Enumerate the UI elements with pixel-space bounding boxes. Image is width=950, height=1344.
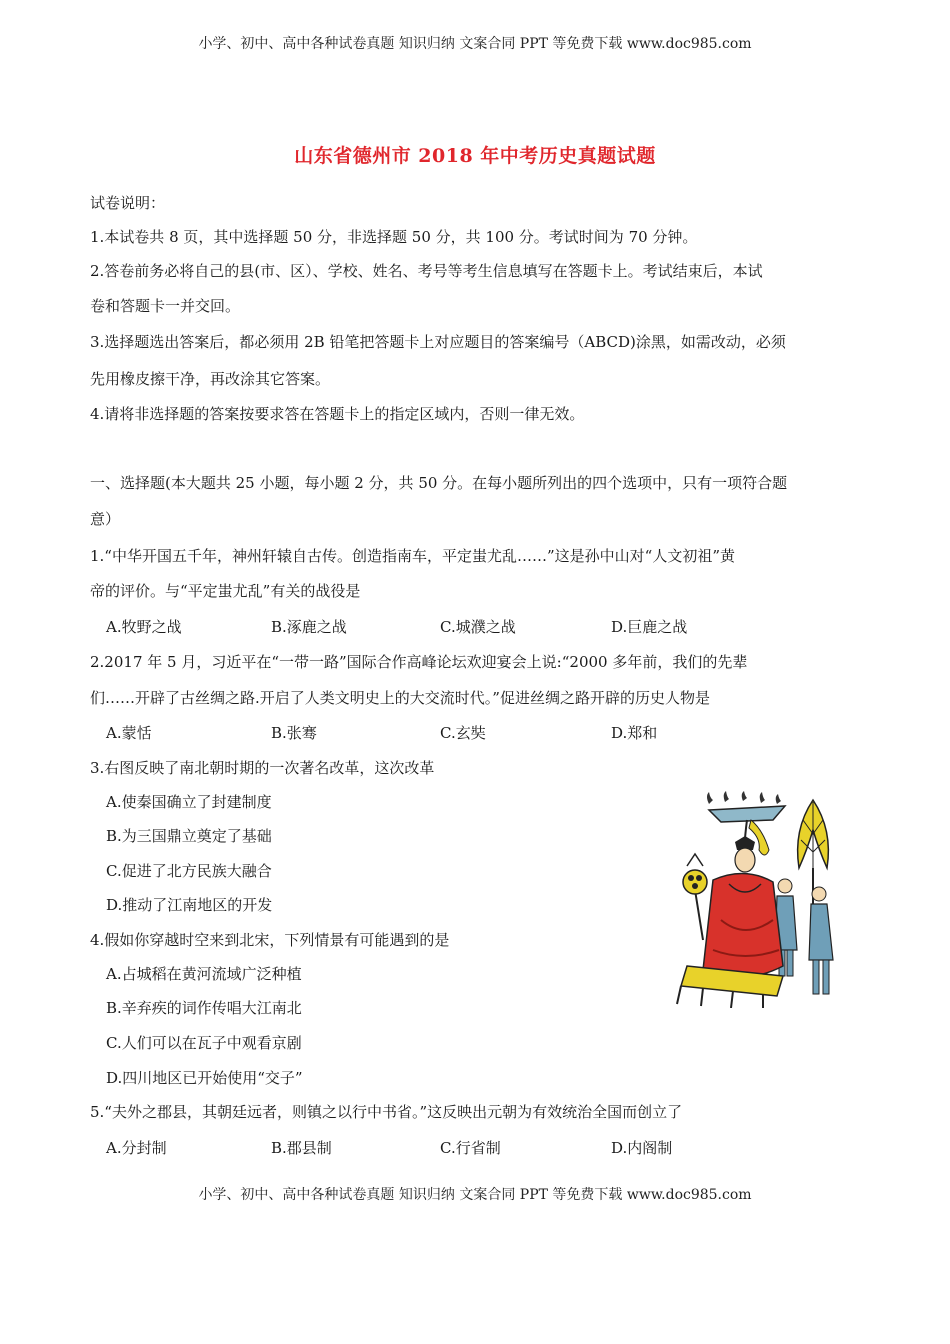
q4-option-c: C.人们可以在瓦子中观看京剧 [106,1034,302,1052]
q4-stem: 4.假如你穿越时空来到北宋，下列情景有可能遇到的是 [90,931,450,949]
exam-title: 山东省德州市 2018 年中考历史真题试题 [294,145,656,167]
q5-option-b: B.郡县制 [271,1139,332,1157]
q1-option-d: D.巨鹿之战 [611,618,688,636]
q2-option-b: B.张骞 [271,724,317,742]
attendant-figures [775,879,833,994]
q2-option-d: D.郑和 [611,724,658,742]
q1-option-a: A.牧野之战 [106,618,182,636]
q2-option-c: C.玄奘 [440,724,486,742]
q1-stem-a: 1.“中华开国五千年，神州轩辕自古传。创造指南车，平定蚩尤乱……”这是孙中山对“人文初祖”黄 [90,547,735,565]
instruction-1: 1.本试卷共 8 页，其中选择题 50 分，非选择题 50 分，共 100 分。考试时间为 70 分钟。 [90,228,698,246]
q5-option-a: A.分封制 [106,1139,167,1157]
q5-option-d: D.内阁制 [611,1139,673,1157]
q2-stem-a: 2.2017 年 5 月，习近平在“一带一路”国际合作高峰论坛欢迎宴会上说:“2000 多年前，我们的先辈 [90,653,748,671]
section-heading-a: 一、选择题(本大题共 25 小题，每小题 2 分，共 50 分。在每小题所列出的四个选项中，只有一项符合题 [90,474,788,492]
q1-option-b: B.涿鹿之战 [271,618,347,636]
instruction-3b: 先用橡皮擦干净，再改涂其它答案。 [90,370,331,388]
q3-option-a: A.使秦国确立了封建制度 [106,793,272,811]
q5-stem: 5.“夫外之郡县，其朝廷远者，则镇之以行中书省。”这反映出元朝为有效统治全国而创立了 [90,1103,683,1121]
q3-stem: 3.右图反映了南北朝时期的一次著名改革，这次改革 [90,759,435,777]
q1-stem-b: 帝的评价。与“平定蚩尤乱”有关的战役是 [90,582,361,600]
q5-option-c: C.行省制 [440,1139,501,1157]
instruction-4: 4.请将非选择题的答案按要求答在答题卡上的指定区域内，否则一律无效。 [90,405,585,423]
emperor-figure [677,836,783,1008]
flame-decorations [707,791,781,804]
q2-option-a: A.蒙恬 [106,724,152,742]
page-footer: 小学、初中、高中各种试卷真题 知识归纳 文案合同 PPT 等免费下载 www.doc985.com [198,1187,752,1203]
section-heading-b: 意） [90,510,121,528]
q2-stem-b: 们……开辟了古丝绸之路.开启了人类文明史上的大交流时代。”促进丝绸之路开辟的历史人物是 [90,689,710,707]
instruction-2a: 2.答卷前务必将自己的县(市、区）、学校、姓名、考号等考生信息填写在答题卡上。考试结束后，本试 [90,262,763,280]
instruction-2b: 卷和答题卡一并交回。 [90,297,241,315]
instruction-3a: 3.选择题选出答案后，都必须用 2B 铅笔把答题卡上对应题目的答案编号（ABCD)涂黑，如需改动，必须 [90,333,786,351]
q3-option-b: B.为三国鼎立奠定了基础 [106,827,272,845]
round-fan [683,854,707,940]
q4-option-d: D.四川地区已开始使用“交子” [106,1069,303,1087]
q4-option-a: A.占城稻在黄河流域广泛种植 [106,965,302,983]
q3-option-c: C.促进了北方民族大融合 [106,862,272,880]
instructions-heading: 试卷说明： [90,194,166,212]
q4-option-b: B.辛弃疾的词作传唱大江南北 [106,999,302,1017]
page-header: 小学、初中、高中各种试卷真题 知识归纳 文案合同 PPT 等免费下载 www.doc985.com [198,36,752,52]
q1-option-c: C.城濮之战 [440,618,516,636]
q3-option-d: D.推动了江南地区的开发 [106,896,273,914]
emperor-procession-illustration [673,790,849,1008]
